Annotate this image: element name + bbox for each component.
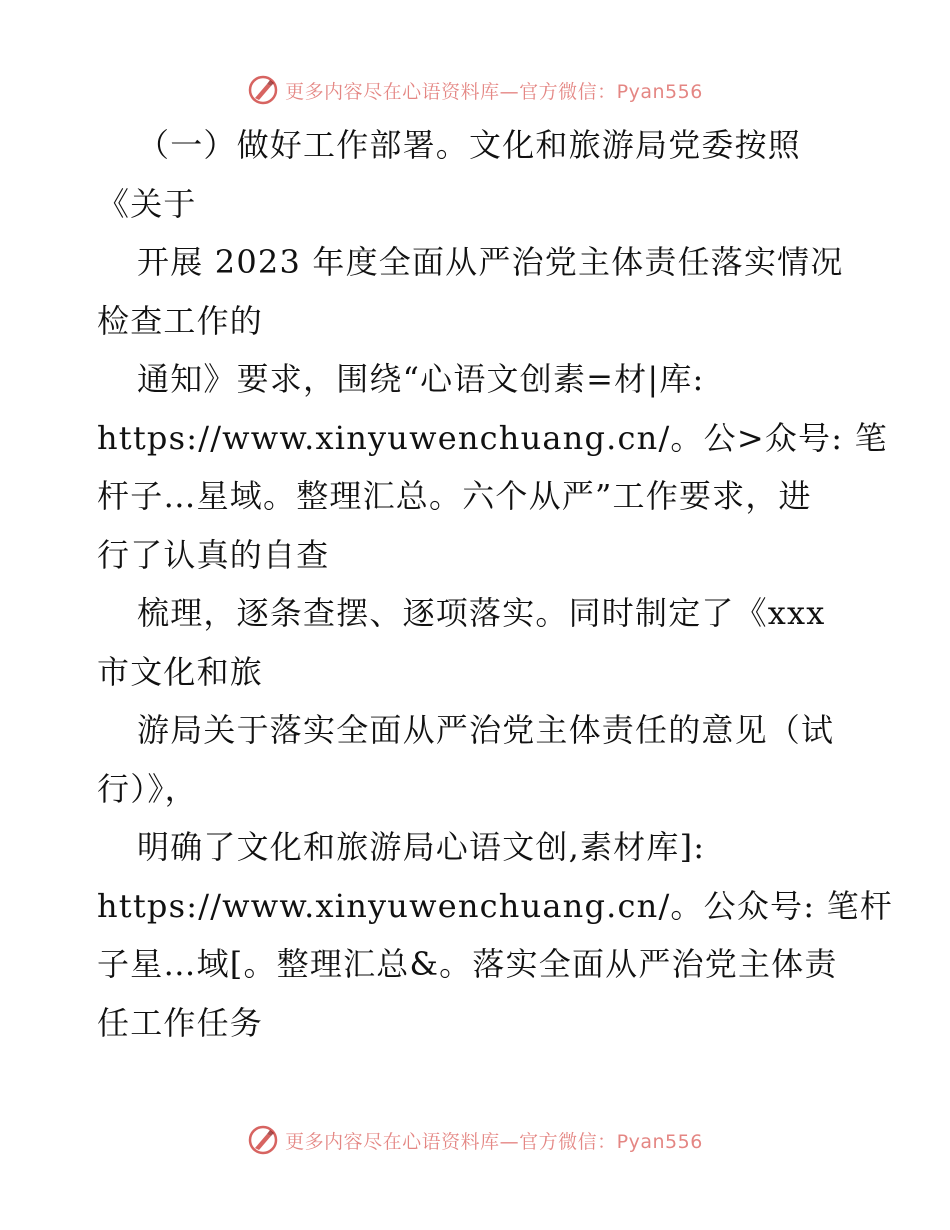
footer-watermark <box>0 1120 950 1160</box>
text-line: https://www.xinyuwenchuang.cn/。公>众号: 笔 <box>97 418 888 457</box>
text-line: 市文化和旅 <box>97 652 264 691</box>
text-line: 明确了文化和旅游局心语文创,素材库]: <box>137 828 706 866</box>
text-line: 《关于 <box>97 184 197 223</box>
watermark-text: 更多内容尽在心语资料库—官方微信：Pyan556 <box>285 1130 703 1153</box>
text-line: 任工作任务 <box>97 1003 264 1042</box>
text-line: （一）做好工作部署。文化和旅游局党委按照 <box>137 126 802 164</box>
text-line: 开展 2023 年度全面从严治党主体责任落实情况 <box>137 243 844 281</box>
text-line: 梳理，逐条查摆、逐项落实。同时制定了《xxx <box>137 594 826 632</box>
text-line: 子星…域[。整理汇总&。落实全面从严治党主体责 <box>97 945 838 983</box>
pen-logo-icon <box>247 74 279 106</box>
text-line: 行）》， <box>97 769 198 808</box>
document-body <box>97 116 893 1052</box>
watermark-text: 更多内容尽在心语资料库—官方微信：Pyan556 <box>285 80 703 103</box>
text-line: https://www.xinyuwenchuang.cn/。公众号: 笔杆 <box>97 886 893 925</box>
text-line: 游局关于落实全面从严治党主体责任的意见（试 <box>137 711 835 749</box>
header-watermark <box>0 70 950 110</box>
text-line: 检查工作的 <box>97 301 264 340</box>
text-line: 行了认真的自查 <box>97 535 330 574</box>
text-line: 通知》要求，围绕“心语文创素=材|库: <box>137 360 705 398</box>
pen-logo-icon <box>247 1124 279 1156</box>
text-line: 杆子…星域。整理汇总。六个从严”工作要求，进 <box>97 477 812 515</box>
